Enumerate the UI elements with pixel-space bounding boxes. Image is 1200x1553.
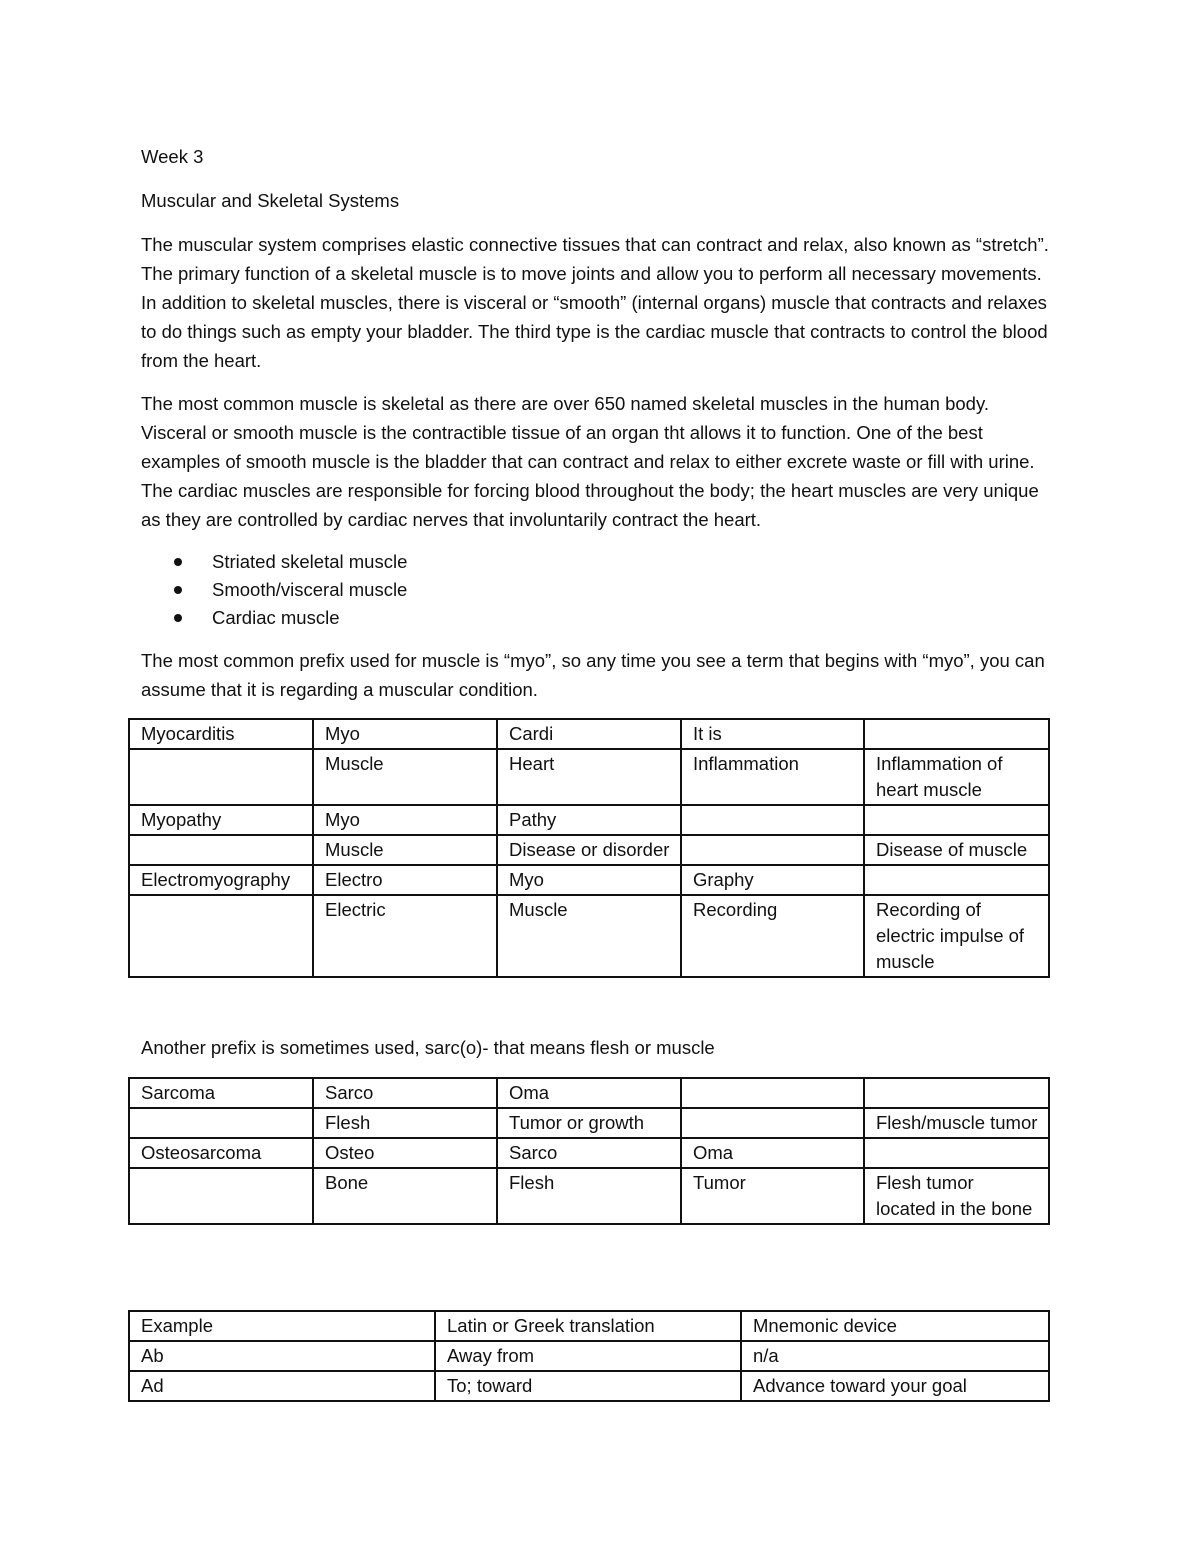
list-item: Striated skeletal muscle [141, 548, 1051, 576]
table-cell [129, 835, 313, 865]
table-cell [129, 1168, 313, 1224]
table-cell: Advance toward your goal [741, 1371, 1049, 1401]
sarco-prefix-intro: Another prefix is sometimes used, sarc(o)- that means flesh or muscle [141, 1037, 715, 1058]
example-prefix-table [128, 1310, 1050, 1402]
table-cell [129, 895, 313, 977]
table-cell [864, 805, 1049, 835]
table-cell: Cardi [497, 719, 681, 749]
table-cell: Sarcoma [129, 1078, 313, 1108]
table-cell [129, 749, 313, 805]
table-cell: Graphy [681, 865, 864, 895]
table-cell: It is [681, 719, 864, 749]
table-row [129, 1138, 1049, 1168]
table-cell: Sarco [313, 1078, 497, 1108]
bullet-icon [174, 558, 182, 566]
table-cell: Tumor or growth [497, 1108, 681, 1138]
table-header-cell: Example [129, 1311, 435, 1341]
bullet-icon [174, 614, 182, 622]
sarco-terms-table [128, 1077, 1050, 1225]
paragraph-muscle-types: The most common muscle is skeletal as there are over 650 named skeletal muscles in the human body. Visceral or smooth muscle is the contractible tissue of an organ tht allows it to function. One of the best examples of smooth muscle is the bladder that can contract and relax to either excrete waste or fill with urine. The cardiac muscles are responsible for forcing blood throughout the body; the heart muscles are very unique as they are controlled by cardiac nerves that involuntarily contract the heart. [141, 393, 1039, 530]
table-cell: Ab [129, 1341, 435, 1371]
table-cell: Muscle [497, 895, 681, 977]
table-row [129, 1341, 1049, 1371]
table-cell: Myocarditis [129, 719, 313, 749]
table-cell: To; toward [435, 1371, 741, 1401]
table-cell [681, 1108, 864, 1138]
table-cell [864, 1138, 1049, 1168]
table-row [129, 805, 1049, 835]
table-row [129, 865, 1049, 895]
table-cell: Myo [497, 865, 681, 895]
table-cell: Muscle [313, 835, 497, 865]
table-row [129, 1108, 1049, 1138]
table-row [129, 719, 1049, 749]
table-cell: Tumor [681, 1168, 864, 1224]
table-cell: Pathy [497, 805, 681, 835]
table-cell: n/a [741, 1341, 1049, 1371]
table-cell [864, 1078, 1049, 1108]
list-item: Smooth/visceral muscle [141, 576, 1051, 604]
table-row [129, 1168, 1049, 1224]
table-cell: Ad [129, 1371, 435, 1401]
table-cell: Inflammation of heart muscle [864, 749, 1049, 805]
table-cell: Oma [681, 1138, 864, 1168]
table-cell [681, 835, 864, 865]
table-cell: Bone [313, 1168, 497, 1224]
list-item: Cardiac muscle [141, 604, 1051, 632]
table-cell: Flesh [313, 1108, 497, 1138]
table-cell: Myo [313, 719, 497, 749]
table-cell [864, 865, 1049, 895]
table-cell: Flesh [497, 1168, 681, 1224]
bullet-icon [174, 586, 182, 594]
table-cell [681, 1078, 864, 1108]
table-cell: Flesh tumor located in the bone [864, 1168, 1049, 1224]
table-cell: Heart [497, 749, 681, 805]
table-cell: Electric [313, 895, 497, 977]
table-cell: Recording [681, 895, 864, 977]
table-cell: Sarco [497, 1138, 681, 1168]
table-row [129, 835, 1049, 865]
table-header-cell: Latin or Greek translation [435, 1311, 741, 1341]
table-header-cell: Mnemonic device [741, 1311, 1049, 1341]
table-cell: Muscle [313, 749, 497, 805]
table-cell: Recording of electric impulse of muscle [864, 895, 1049, 977]
document-body [141, 142, 1051, 718]
table-row [129, 1311, 1049, 1341]
table-cell [864, 719, 1049, 749]
table-cell: Osteo [313, 1138, 497, 1168]
table-cell: Inflammation [681, 749, 864, 805]
table-row [129, 895, 1049, 977]
table-cell: Myo [313, 805, 497, 835]
table-cell: Away from [435, 1341, 741, 1371]
table-row [129, 749, 1049, 805]
table-cell: Myopathy [129, 805, 313, 835]
table-cell: Osteosarcoma [129, 1138, 313, 1168]
table-cell: Oma [497, 1078, 681, 1108]
table-cell: Electromyography [129, 865, 313, 895]
week-heading: Week 3 [141, 146, 204, 167]
table-row [129, 1371, 1049, 1401]
section-title: Muscular and Skeletal Systems [141, 190, 400, 211]
table-cell: Disease of muscle [864, 835, 1049, 865]
myo-terms-table [128, 718, 1050, 978]
table-cell [681, 805, 864, 835]
table-cell: Flesh/muscle tumor [864, 1108, 1049, 1138]
table-row [129, 1078, 1049, 1108]
myo-prefix-intro: The most common prefix used for muscle is “myo”, so any time you see a term that begins with “myo”, you can assume that it is regarding a muscular condition. [141, 650, 1045, 700]
table-cell [129, 1108, 313, 1138]
muscle-type-list [141, 548, 1051, 632]
table-cell: Disease or disorder [497, 835, 681, 865]
paragraph-intro: The muscular system comprises elastic connective tissues that can contract and relax, also known as “stretch”. The primary function of a skeletal muscle is to move joints and allow you to perform all necessary movements. In addition to skeletal muscles, there is visceral or “smooth” (internal organs) muscle that contracts and relaxes to do things such as empty your bladder. The third type is the cardiac muscle that contracts to control the blood from the heart. [141, 234, 1049, 371]
table-cell: Electro [313, 865, 497, 895]
